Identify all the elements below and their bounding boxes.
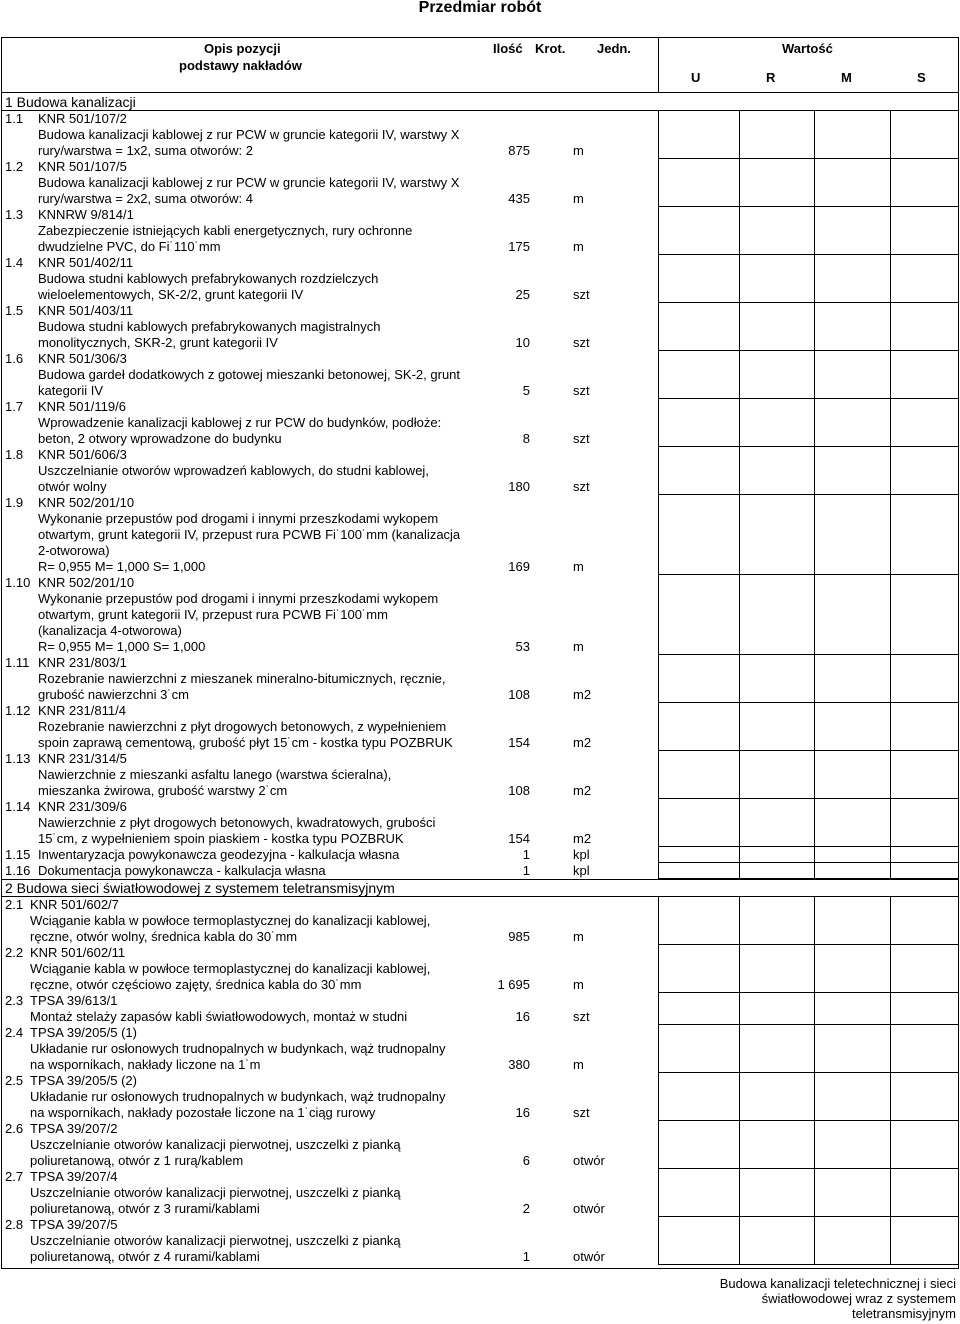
table-row: [2, 303, 958, 351]
value-cell: [890, 945, 958, 993]
item-quantity: 108: [508, 783, 530, 798]
item-description-line: poliuretanową, otwór z 1 rurą/kablem: [30, 1153, 244, 1168]
item-unit: szt: [573, 431, 590, 446]
value-cell: [890, 575, 958, 655]
header-wartosc: Wartość: [782, 41, 833, 56]
value-cell: [814, 1169, 890, 1217]
item-unit: szt: [573, 383, 590, 398]
item-basis-code: KNR 231/314/5: [38, 751, 127, 766]
item-description-line: Rozebranie nawierzchni z mieszanek mineralno-bitumicznych, ręcznie,: [38, 671, 446, 686]
table-row: [2, 1121, 958, 1169]
value-cell: [658, 303, 739, 351]
value-cell: [814, 751, 890, 799]
table-row: [2, 399, 958, 447]
table-row: [2, 993, 958, 1025]
item-unit: m2: [573, 783, 592, 798]
item-number: 2.8: [5, 1217, 24, 1232]
item-description-line: Budowa studni kablowych prefabrykowanych rozdzielczych: [38, 271, 379, 286]
value-cell: [890, 159, 958, 207]
value-cell: [890, 799, 958, 847]
value-cell: [890, 351, 958, 399]
value-cell: [739, 159, 814, 207]
value-cell: [739, 847, 814, 863]
header-m: M: [841, 70, 852, 85]
item-quantity: 180: [508, 479, 530, 494]
value-cell: [739, 1169, 814, 1217]
item-unit: kpl: [573, 847, 590, 862]
header-bottom-line: [2, 92, 958, 93]
value-cell: [739, 399, 814, 447]
footer-project-name: [720, 1276, 956, 1321]
item-unit: m: [573, 929, 584, 944]
item-quantity: 985: [508, 929, 530, 944]
value-cell: [814, 399, 890, 447]
item-description-line: na wspornikach, nakłady liczone na 1˙m: [30, 1057, 261, 1072]
item-quantity: 6: [522, 1153, 530, 1168]
item-unit: otwór: [573, 1249, 605, 1264]
item-description-line: otwartym, grunt kategorii IV, przepust rura PCWB Fi˙100˙mm (kanalizacja: [38, 527, 461, 542]
item-number: 2.6: [5, 1121, 24, 1136]
value-cell: [658, 351, 739, 399]
item-unit: m: [573, 191, 584, 206]
value-cell: [658, 1169, 739, 1217]
table-row: [2, 847, 958, 863]
footer-line: teletransmisyjnym: [851, 1306, 956, 1321]
value-cell: [739, 945, 814, 993]
item-basis-code: KNR 501/107/5: [38, 159, 127, 174]
page-title: Przedmiar robót: [418, 0, 542, 16]
item-basis-code: Dokumentacja powykonawcza - kalkulacja własna: [38, 863, 326, 878]
item-unit: szt: [573, 1105, 590, 1120]
item-basis-code: KNNRW 9/814/1: [38, 207, 134, 222]
item-number: 1.16: [5, 863, 31, 878]
item-basis-code: KNR 501/602/11: [30, 945, 126, 960]
value-cell: [814, 993, 890, 1025]
table-row: [2, 1025, 958, 1073]
value-cell: [658, 1121, 739, 1169]
value-cell: [739, 575, 814, 655]
item-description-line: Budowa gardeł dodatkowych z gotowej mieszanki betonowej, SK-2, grunt: [38, 367, 461, 382]
item-quantity: 875: [508, 143, 530, 158]
value-cell: [890, 495, 958, 575]
value-cell: [814, 351, 890, 399]
item-number: 1.3: [5, 207, 24, 222]
value-cell: [890, 655, 958, 703]
value-cell: [658, 575, 739, 655]
item-quantity: 10: [515, 335, 530, 350]
item-description-line: Zabezpieczenie istniejących kabli energetycznych, rury ochronne: [38, 223, 413, 238]
item-description-line: Budowa studni kablowych prefabrykowanych magistralnych: [38, 319, 381, 334]
value-cell: [890, 993, 958, 1025]
value-cell: [814, 1217, 890, 1265]
item-quantity: 154: [508, 831, 530, 846]
item-description-line: Uszczelnianie otworów kanalizacji pierwotnej, uszczelki z pianką: [30, 1137, 401, 1152]
item-unit: otwór: [573, 1153, 605, 1168]
value-cell: [890, 863, 958, 879]
value-cell: [890, 703, 958, 751]
item-unit: szt: [573, 479, 590, 494]
table-row: [2, 255, 958, 303]
item-quantity: 169: [508, 559, 530, 574]
item-description-line: ręczne, otwór wolny, średnica kabla do 30˙mm: [30, 929, 298, 944]
item-basis-code: KNR 501/306/3: [38, 351, 127, 366]
item-basis-code: KNR 501/402/11: [38, 255, 134, 270]
item-basis-code: KNR 502/201/10: [38, 575, 135, 590]
item-number: 2.3: [5, 993, 24, 1008]
value-cell: [814, 945, 890, 993]
item-description-line: otwór wolny: [38, 479, 107, 494]
table-row: [2, 447, 958, 495]
item-basis-code: TPSA 39/207/2: [30, 1121, 118, 1136]
item-description-line: rury/warstwa = 2x2, suma otworów: 4: [38, 191, 253, 206]
item-quantity: 435: [508, 191, 530, 206]
item-unit: m2: [573, 735, 592, 750]
item-number: 1.2: [5, 159, 24, 174]
item-number: 1.1: [5, 111, 24, 126]
table-row: [2, 495, 958, 575]
value-cell: [890, 751, 958, 799]
item-basis-code: KNR 231/309/6: [38, 799, 127, 814]
value-cell: [739, 655, 814, 703]
item-description-line: Wciąganie kabla w powłoce termoplastycznej do kanalizacji kablowej,: [30, 913, 431, 928]
header-ilosc: Ilość: [493, 41, 523, 56]
item-description-line: (kanalizacja 4-otworowa): [38, 623, 182, 638]
value-cell: [658, 863, 739, 879]
value-cell: [658, 447, 739, 495]
value-cell: [658, 495, 739, 575]
value-cell: [814, 159, 890, 207]
item-description-line: wieloelementowych, SK-2/2, grunt kategorii IV: [38, 287, 304, 302]
item-number: 1.12: [5, 703, 31, 718]
table-row: [2, 351, 958, 399]
table-row: [2, 703, 958, 751]
item-description-line: Wykonanie przepustów pod drogami i innymi przeszkodami wykopem: [38, 511, 439, 526]
item-description-line: Układanie rur osłonowych trudnopalnych w budynkach, wąż trudnopalny: [30, 1041, 446, 1056]
table-row: [2, 575, 958, 655]
item-quantity: 5: [522, 383, 530, 398]
item-unit: szt: [573, 287, 590, 302]
item-basis-code: KNR 501/602/7: [30, 897, 119, 912]
table-row: [2, 159, 958, 207]
value-cell: [658, 207, 739, 255]
item-basis-code: KNR 231/811/4: [38, 703, 126, 718]
item-unit: szt: [573, 1009, 590, 1024]
value-cell: [890, 399, 958, 447]
value-cell: [658, 399, 739, 447]
item-basis-code: KNR 502/201/10: [38, 495, 135, 510]
item-number: 2.2: [5, 945, 24, 960]
value-cell: [890, 1073, 958, 1121]
table-row: [2, 1073, 958, 1121]
value-cell: [890, 111, 958, 159]
value-cell: [890, 255, 958, 303]
item-unit: m: [573, 559, 584, 574]
item-basis-code: TPSA 39/205/5 (1): [30, 1025, 137, 1040]
footer-line: Budowa kanalizacji teletechnicznej i sieci: [719, 1276, 956, 1291]
value-cell: [814, 447, 890, 495]
value-cell: [814, 897, 890, 945]
value-cell: [658, 847, 739, 863]
value-cell: [814, 799, 890, 847]
value-cell: [739, 703, 814, 751]
item-description-line: Montaż stelaży zapasów kabli światłowodowych, montaż w studni: [30, 1009, 408, 1024]
item-description-line: poliuretanową, otwór z 4 rurami/kablami: [30, 1249, 260, 1264]
item-number: 2.5: [5, 1073, 24, 1088]
item-description-line: beton, 2 otwory wprowadzone do budynku: [38, 431, 282, 446]
item-description-line: poliuretanową, otwór z 3 rurami/kablami: [30, 1201, 260, 1216]
value-cell: [739, 495, 814, 575]
estimate-table: [1, 37, 959, 1269]
item-quantity: 25: [515, 287, 530, 302]
item-number: 1.6: [5, 351, 24, 366]
item-basis-code: TPSA 39/207/4: [30, 1169, 118, 1184]
item-description-line: ręczne, otwór częściowo zajęty, średnica kabla do 30˙mm: [30, 977, 362, 992]
item-description-line: R= 0,955 M= 1,000 S= 1,000: [38, 639, 206, 654]
header-opis-line2: podstawy nakładów: [179, 58, 302, 73]
value-cell: [814, 1121, 890, 1169]
item-number: 1.15: [5, 847, 31, 862]
value-cell: [739, 863, 814, 879]
value-cell: [739, 255, 814, 303]
item-description-line: Wprowadzenie kanalizacji kablowej z rur PCW do budynków, podłoże:: [38, 415, 442, 430]
item-description-line: monolitycznych, SKR-2, grunt kategorii IV: [38, 335, 278, 350]
item-quantity: 380: [508, 1057, 530, 1072]
item-quantity: 2: [522, 1201, 530, 1216]
value-cell: [814, 111, 890, 159]
value-cell: [658, 1073, 739, 1121]
item-unit: m2: [573, 831, 592, 846]
item-unit: kpl: [573, 863, 590, 878]
item-quantity: 1: [522, 847, 530, 862]
value-cell: [890, 1217, 958, 1265]
item-number: 1.10: [5, 575, 31, 590]
value-cell: [658, 993, 739, 1025]
value-cell: [890, 1169, 958, 1217]
item-description-line: otwartym, grunt kategorii IV, przepust rura PCWB Fi˙100˙mm: [38, 607, 388, 622]
value-cell: [658, 751, 739, 799]
value-cell: [890, 897, 958, 945]
item-description-line: Uszczelnianie otworów kanalizacji pierwotnej, uszczelki z pianką: [30, 1185, 401, 1200]
item-description-line: 15˙cm, z wypełnieniem spoin piaskiem - kostka typu POZBRUK: [38, 831, 404, 846]
value-cell: [814, 847, 890, 863]
item-description-line: kategorii IV: [38, 383, 104, 398]
item-unit: m: [573, 143, 584, 158]
header-u: U: [691, 70, 701, 85]
value-cell: [890, 1025, 958, 1073]
item-quantity: 8: [522, 431, 530, 446]
value-cell: [658, 255, 739, 303]
value-cell: [814, 655, 890, 703]
header-r: R: [766, 70, 776, 85]
value-cell: [739, 1217, 814, 1265]
value-cell: [814, 1025, 890, 1073]
value-cell: [739, 303, 814, 351]
item-description-line: Budowa kanalizacji kablowej z rur PCW w gruncie kategorii IV, warstwy X: [38, 175, 460, 190]
item-description-line: mieszanka żwirowa, grubość warstwy 2˙cm: [38, 783, 288, 798]
item-basis-code: KNR 501/119/6: [38, 399, 126, 414]
item-unit: m: [573, 239, 584, 254]
value-cell: [658, 1025, 739, 1073]
value-cell: [890, 847, 958, 863]
table-row: [2, 207, 958, 255]
header-krot: Krot.: [535, 41, 566, 56]
item-description-line: rury/warstwa = 1x2, suma otworów: 2: [38, 143, 253, 158]
footer-line: światłowodowej wraz z systemem: [761, 1291, 956, 1306]
item-basis-code: KNR 501/403/11: [38, 303, 134, 318]
header-s: S: [917, 70, 926, 85]
item-description-line: Wciąganie kabla w powłoce termoplastycznej do kanalizacji kablowej,: [30, 961, 431, 976]
item-number: 1.11: [5, 655, 30, 670]
value-cell: [739, 447, 814, 495]
table-row: [2, 945, 958, 993]
item-quantity: 53: [515, 639, 530, 654]
header-jedn: Jedn.: [597, 41, 631, 56]
item-description-line: Uszczelnianie otworów wprowadzeń kablowych, do studni kablowej,: [38, 463, 429, 478]
item-unit: otwór: [573, 1201, 605, 1216]
value-cell: [890, 207, 958, 255]
value-cell: [814, 703, 890, 751]
value-cell: [739, 1121, 814, 1169]
value-cell: [739, 799, 814, 847]
item-description-line: R= 0,955 M= 1,000 S= 1,000: [38, 559, 206, 574]
value-cell: [739, 897, 814, 945]
section-title: 2 Budowa sieci światłowodowej z systemem teletransmisyjnym: [5, 880, 395, 896]
item-number: 1.7: [5, 399, 24, 414]
item-quantity: 108: [508, 687, 530, 702]
item-basis-code: Inwentaryzacja powykonawcza geodezyjna - kalkulacja własna: [38, 847, 400, 862]
item-description-line: spoin zaprawą cementową, grubość płyt 15˙cm - kostka typu POZBRUK: [38, 735, 453, 750]
value-cell: [739, 351, 814, 399]
value-cell: [658, 111, 739, 159]
value-cell: [658, 703, 739, 751]
item-basis-code: TPSA 39/205/5 (2): [30, 1073, 137, 1088]
item-unit: m: [573, 639, 584, 654]
item-number: 2.4: [5, 1025, 24, 1040]
item-quantity: 16: [515, 1009, 530, 1024]
item-quantity: 175: [508, 239, 530, 254]
value-cell: [890, 1121, 958, 1169]
item-description-line: grubość nawierzchni 3˙cm: [38, 687, 190, 702]
item-description-line: Uszczelnianie otworów kanalizacji pierwotnej, uszczelki z pianką: [30, 1233, 401, 1248]
item-quantity: 1: [522, 1249, 530, 1264]
value-cell: [814, 863, 890, 879]
table-row: [2, 655, 958, 703]
table-row: [2, 799, 958, 847]
table-row: [2, 1169, 958, 1217]
value-cell: [814, 207, 890, 255]
item-description-line: 2-otworowa): [38, 543, 110, 558]
item-description-line: Budowa kanalizacji kablowej z rur PCW w gruncie kategorii IV, warstwy X: [38, 127, 460, 142]
item-description-line: Rozebranie nawierzchni z płyt drogowych betonowych, z wypełnieniem: [38, 719, 447, 734]
item-number: 1.14: [5, 799, 31, 814]
table-row: [2, 863, 958, 879]
item-description-line: Nawierzchnie z mieszanki asfaltu lanego (warstwa ścieralna),: [38, 767, 392, 782]
header-opis-line1: Opis pozycji: [204, 41, 281, 56]
value-cell: [658, 655, 739, 703]
value-cell: [814, 1073, 890, 1121]
item-description-line: Układanie rur osłonowych trudnopalnych w budynkach, wąż trudnopalny: [30, 1089, 446, 1104]
item-quantity: 1 695: [497, 977, 530, 992]
item-number: 1.5: [5, 303, 24, 318]
item-unit: m: [573, 977, 584, 992]
item-basis-code: TPSA 39/613/1: [30, 993, 118, 1008]
item-number: 2.7: [5, 1169, 24, 1184]
item-number: 1.9: [5, 495, 24, 510]
table-row: [2, 751, 958, 799]
item-basis-code: TPSA 39/207/5: [30, 1217, 118, 1232]
value-cell: [658, 945, 739, 993]
item-unit: m2: [573, 687, 592, 702]
item-number: 1.4: [5, 255, 24, 270]
value-cell: [739, 111, 814, 159]
value-cell: [814, 255, 890, 303]
section-heading: [2, 94, 958, 111]
table-row: [2, 897, 958, 945]
value-cell: [739, 1073, 814, 1121]
item-number: 1.8: [5, 447, 24, 462]
value-cell: [814, 495, 890, 575]
header-divider: [658, 38, 659, 92]
value-cell: [814, 575, 890, 655]
value-cell: [739, 207, 814, 255]
value-cell: [739, 1025, 814, 1073]
value-cell: [658, 897, 739, 945]
item-basis-code: KNR 501/606/3: [38, 447, 127, 462]
table-row: [2, 1217, 958, 1265]
item-description-line: Nawierzchnie z płyt drogowych betonowych, kwadratowych, grubości: [38, 815, 436, 830]
section-title: 1 Budowa kanalizacji: [5, 94, 136, 110]
value-cell: [658, 1217, 739, 1265]
item-number: 2.1: [5, 897, 24, 912]
value-cell: [739, 993, 814, 1025]
item-description-line: dwudzielne PVC, do Fi˙110˙mm: [38, 239, 221, 254]
value-cell: [658, 799, 739, 847]
value-cell: [658, 159, 739, 207]
item-quantity: 16: [515, 1105, 530, 1120]
item-description-line: Wykonanie przepustów pod drogami i innymi przeszkodami wykopem: [38, 591, 439, 606]
section-heading: [2, 880, 958, 897]
item-unit: szt: [573, 335, 590, 350]
value-cell: [814, 303, 890, 351]
item-unit: m: [573, 1057, 584, 1072]
item-quantity: 1: [522, 863, 530, 878]
item-basis-code: KNR 501/107/2: [38, 111, 127, 126]
value-cell: [890, 303, 958, 351]
item-description-line: na wspornikach, nakłady pozostałe liczone na 1˙ciąg rurowy: [30, 1105, 376, 1120]
table-row: [2, 111, 958, 159]
item-number: 1.13: [5, 751, 31, 766]
item-quantity: 154: [508, 735, 530, 750]
value-cell: [739, 751, 814, 799]
item-basis-code: KNR 231/803/1: [38, 655, 127, 670]
value-cell: [890, 447, 958, 495]
